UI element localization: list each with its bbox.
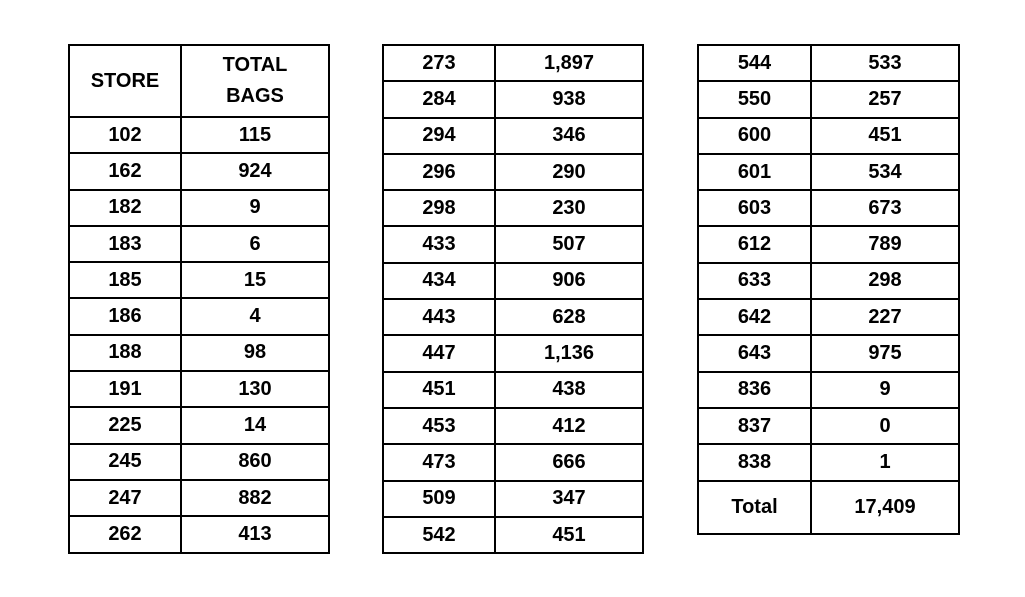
- table-row: [383, 517, 643, 553]
- store-column-header: STORE: [69, 45, 181, 117]
- total-bags-cell: 438: [495, 372, 643, 408]
- table-row: [383, 154, 643, 190]
- store-number-cell: 102: [69, 117, 181, 153]
- total-bags-cell: 0: [811, 408, 959, 444]
- table-row: [383, 444, 643, 480]
- store-bags-table-2-body: [383, 45, 643, 553]
- store-number-cell: 542: [383, 517, 495, 553]
- store-number-cell: 186: [69, 298, 181, 334]
- store-number-cell: 509: [383, 481, 495, 517]
- store-number-cell: 434: [383, 263, 495, 299]
- total-bags-cell: 412: [495, 408, 643, 444]
- total-bags-cell: 115: [181, 117, 329, 153]
- table-row: [383, 481, 643, 517]
- table-row: [383, 226, 643, 262]
- table-row: [698, 226, 959, 262]
- store-number-cell: 453: [383, 408, 495, 444]
- total-bags-cell: 1,897: [495, 45, 643, 81]
- store-number-cell: 550: [698, 81, 811, 117]
- total-bags-cell: 130: [181, 371, 329, 407]
- store-number-cell: 612: [698, 226, 811, 262]
- table-row: [69, 480, 329, 516]
- table-row: [69, 190, 329, 226]
- table-row: [698, 408, 959, 444]
- table-row: [69, 298, 329, 334]
- store-number-cell: 183: [69, 226, 181, 262]
- total-bags-cell: 346: [495, 118, 643, 154]
- total-bags-cell: 789: [811, 226, 959, 262]
- total-bags-cell: 298: [811, 263, 959, 299]
- total-bags-cell: 257: [811, 81, 959, 117]
- total-bags-cell: 533: [811, 45, 959, 81]
- table-row: [69, 153, 329, 189]
- table-row: [69, 117, 329, 153]
- store-number-cell: 443: [383, 299, 495, 335]
- store-number-cell: 544: [698, 45, 811, 81]
- total-value: 17,409: [811, 481, 959, 534]
- store-bags-table-1: [68, 44, 330, 554]
- total-bags-cell: 230: [495, 190, 643, 226]
- store-number-cell: 225: [69, 407, 181, 443]
- store-number-cell: 245: [69, 444, 181, 480]
- store-number-cell: 188: [69, 335, 181, 371]
- total-bags-column-header: [181, 45, 329, 117]
- table-row: [698, 154, 959, 190]
- table-row: [698, 372, 959, 408]
- total-bags-cell: 673: [811, 190, 959, 226]
- store-number-cell: 473: [383, 444, 495, 480]
- table-row: [69, 335, 329, 371]
- table-row: [698, 335, 959, 371]
- store-number-cell: 162: [69, 153, 181, 189]
- store-number-cell: 182: [69, 190, 181, 226]
- total-bags-cell: 4: [181, 298, 329, 334]
- store-number-cell: 284: [383, 81, 495, 117]
- table-header-row: [69, 45, 329, 117]
- total-bags-cell: 975: [811, 335, 959, 371]
- total-bags-cell: 860: [181, 444, 329, 480]
- table-row: [698, 81, 959, 117]
- total-bags-cell: 906: [495, 263, 643, 299]
- total-bags-cell: 924: [181, 153, 329, 189]
- store-number-cell: 643: [698, 335, 811, 371]
- total-bags-cell: 347: [495, 481, 643, 517]
- store-number-cell: 298: [383, 190, 495, 226]
- store-bags-table-3-body: [698, 45, 959, 481]
- total-bags-cell: 413: [181, 516, 329, 552]
- total-bags-cell: 1,136: [495, 335, 643, 371]
- table-row: [383, 118, 643, 154]
- table-row: [69, 226, 329, 262]
- store-number-cell: 447: [383, 335, 495, 371]
- table-row: [698, 45, 959, 81]
- store-number-cell: 294: [383, 118, 495, 154]
- store-number-cell: 603: [698, 190, 811, 226]
- store-bags-table-1-body: [69, 117, 329, 553]
- table-row: [698, 299, 959, 335]
- table-row: [383, 81, 643, 117]
- total-bags-cell: 14: [181, 407, 329, 443]
- total-bags-cell: 227: [811, 299, 959, 335]
- total-bags-cell: 290: [495, 154, 643, 190]
- table-row: [698, 190, 959, 226]
- total-bags-cell: 1: [811, 444, 959, 480]
- table-row: [383, 372, 643, 408]
- store-number-cell: 185: [69, 262, 181, 298]
- table-row: [69, 371, 329, 407]
- store-number-cell: 262: [69, 516, 181, 552]
- total-label: Total: [698, 481, 811, 534]
- table-row: [383, 190, 643, 226]
- store-number-cell: 601: [698, 154, 811, 190]
- total-row: [698, 481, 959, 534]
- total-bags-cell: 882: [181, 480, 329, 516]
- table-row: [383, 45, 643, 81]
- store-bags-table-3: [697, 44, 960, 535]
- store-number-cell: 836: [698, 372, 811, 408]
- total-bags-cell: 6: [181, 226, 329, 262]
- total-bags-cell: 666: [495, 444, 643, 480]
- table-row: [69, 444, 329, 480]
- store-number-cell: 642: [698, 299, 811, 335]
- store-number-cell: 433: [383, 226, 495, 262]
- store-number-cell: 191: [69, 371, 181, 407]
- table-row: [698, 118, 959, 154]
- total-bags-cell: 938: [495, 81, 643, 117]
- total-bags-cell: 451: [811, 118, 959, 154]
- table-row: [383, 335, 643, 371]
- table-row: [698, 263, 959, 299]
- store-number-cell: 600: [698, 118, 811, 154]
- total-bags-cell: 9: [181, 190, 329, 226]
- table-row: [383, 408, 643, 444]
- table-row: [69, 262, 329, 298]
- store-bags-table-2: [382, 44, 644, 554]
- total-bags-cell: 98: [181, 335, 329, 371]
- total-bags-header-line2: BAGS: [226, 85, 284, 107]
- total-bags-header-line1: TOTAL: [222, 54, 288, 76]
- total-bags-cell: 628: [495, 299, 643, 335]
- total-bags-cell: 15: [181, 262, 329, 298]
- store-number-cell: 838: [698, 444, 811, 480]
- store-number-cell: 296: [383, 154, 495, 190]
- store-number-cell: 247: [69, 480, 181, 516]
- total-bags-cell: 507: [495, 226, 643, 262]
- total-bags-cell: 451: [495, 517, 643, 553]
- store-number-cell: 633: [698, 263, 811, 299]
- store-number-cell: 837: [698, 408, 811, 444]
- table-row: [698, 444, 959, 480]
- table-row: [69, 516, 329, 552]
- store-number-cell: 451: [383, 372, 495, 408]
- table-row: [69, 407, 329, 443]
- total-bags-cell: 534: [811, 154, 959, 190]
- table-row: [383, 263, 643, 299]
- store-number-cell: 273: [383, 45, 495, 81]
- total-bags-cell: 9: [811, 372, 959, 408]
- table-row: [383, 299, 643, 335]
